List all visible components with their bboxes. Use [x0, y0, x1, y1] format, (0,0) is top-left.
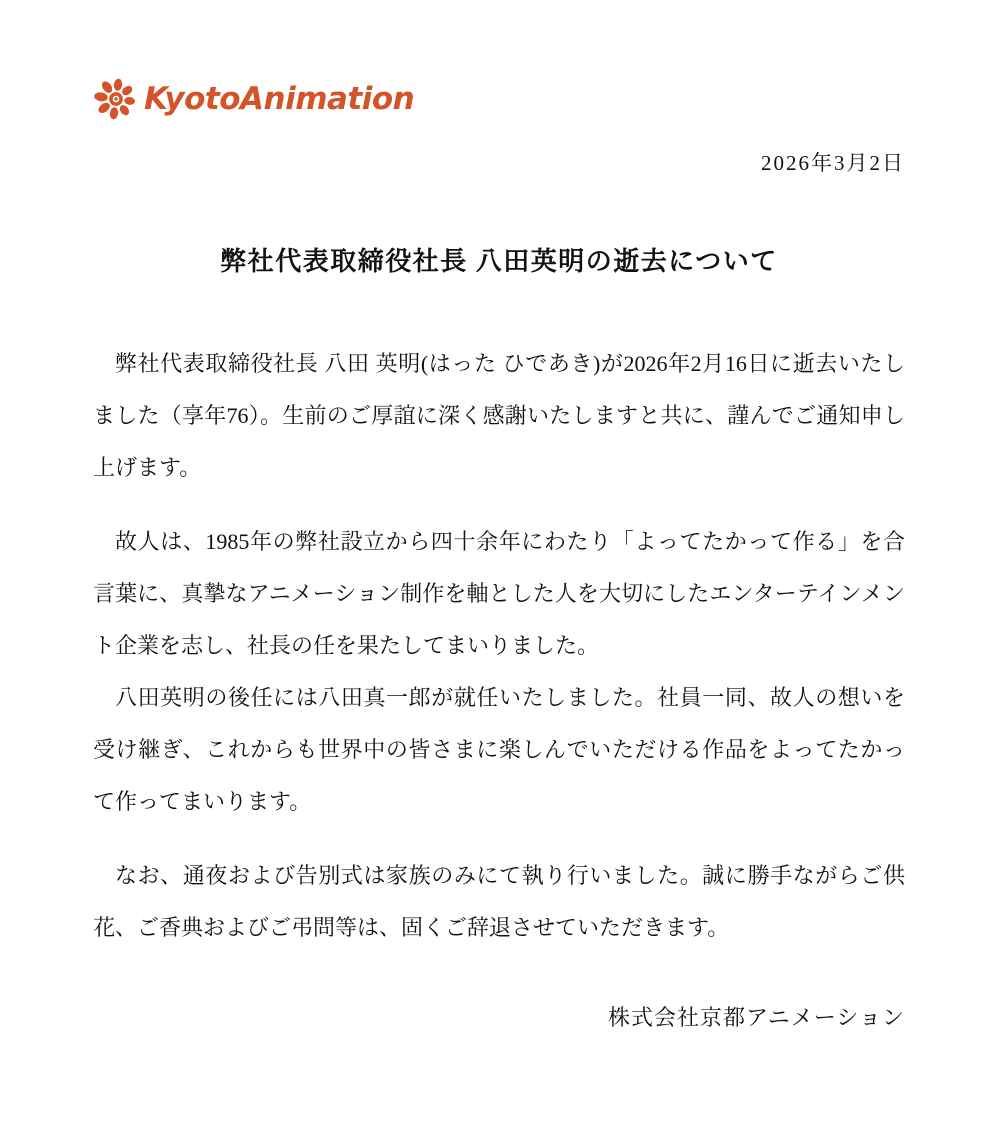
company-logo [93, 78, 905, 120]
company-signature: 株式会社京都アニメーション [607, 1005, 905, 1030]
document-title: 弊社代表取締役社長 八田英明の逝去について [220, 247, 778, 276]
flower-icon [93, 78, 137, 120]
paragraph-announcement: 弊社代表取締役社長 八田 英明(はった ひであき)が2026年2月16日に逝去いたしました（享年76）。生前のご厚誼に深く感謝いたしますと共に、謹んでご通知申し上げます。 [93, 351, 905, 480]
company-logo-text: KyotoAnimation [144, 81, 415, 117]
paragraph-funeral-notice: なお、通夜および告別式は家族のみにて執り行いました。誠に勝手ながらご供花、ご香典およびご弔問等は、固くご辞退させていただきます。 [93, 863, 905, 940]
document-date: 2026年3月2日 [761, 151, 905, 175]
paragraph-legacy: 故人は、1985年の弊社設立から四十余年にわたり「よってたかって作る」を合言葉に、真摯なアニメーション制作を軸とした人を大切にしたエンターテインメント企業を志し、社長の任を果たしてまいりました。 [93, 529, 905, 658]
document-body [93, 338, 905, 954]
paragraph-successor: 八田英明の後任には八田真一郎が就任いたしました。社員一同、故人の想いを受け継ぎ、これからも世界中の皆さまに楽しんでいただける作品をよってたかって作ってまいります。 [93, 685, 905, 814]
